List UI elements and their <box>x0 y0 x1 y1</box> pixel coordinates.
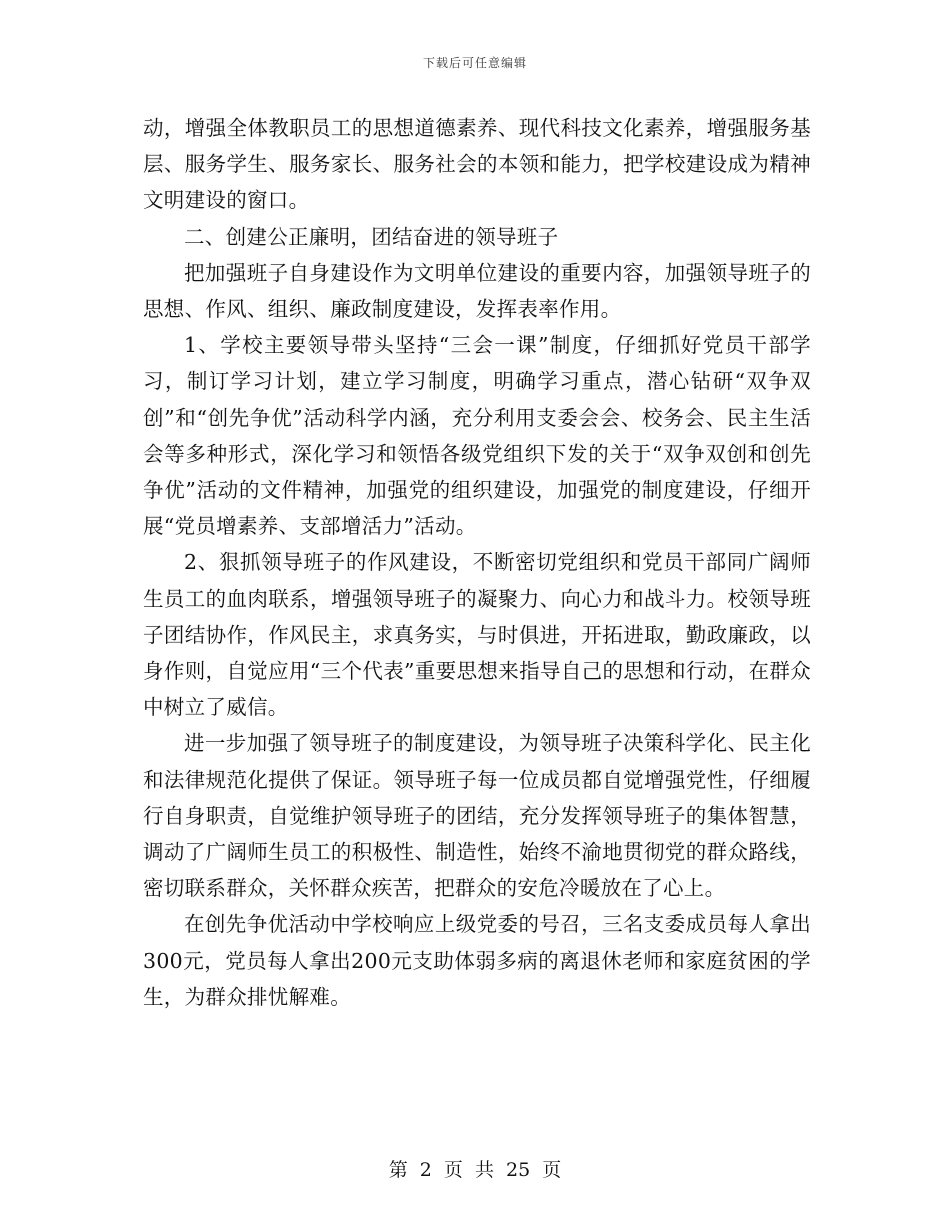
paragraph-continuation: 动，增强全体教职员工的思想道德素养、现代科技文化素养，增强服务基层、服务学生、服务家长、服务社会的本领和能力，把学校建设成为精神文明建设的窗口。 <box>143 116 811 213</box>
section-heading: 二、创建公正廉明，团结奋进的领导班子 <box>184 224 559 249</box>
paragraph-intro: 把加强班子自身建设作为文明单位建设的重要内容，加强领导班子的思想、作风、组织、廉政制度建设，发挥表率作用。 <box>143 260 811 322</box>
header-note: 下载后可任意编辑 <box>422 56 527 70</box>
paragraph-donation: 在创先争优活动中学校响应上级党委的号召，三名支委成员每人拿出300元，党员每人拿出200元支助体弱多病的离退休老师和家庭贫困的学生，为群众排忧解难。 <box>143 912 811 1009</box>
page-number-footer: 第 2 页 共 25 页 <box>388 1159 562 1181</box>
paragraph-item-2: 2、狠抓领导班子的作风建设，不断密切党组织和党员干部同广阔师生员工的血肉联系，增强领导班子的凝聚力、向心力和战斗力。校领导班子团结协作，作风民主，求真务实，与时俱进，开拓进取，勤政廉政，以身作则，自觉应用“三个代表”重要思想来指导自己的思想和行动，在群众中树立了威信。 <box>143 550 811 720</box>
document-body <box>143 110 811 1015</box>
paragraph-item-1: 1、学校主要领导带头坚持“三会一课”制度，仔细抓好党员干部学习，制订学习计划，建立学习制度，明确学习重点，潜心钻研“双争双创”和“创先争优”活动科学内涵，充分利用支委会会、校务会、民主生活会等多种形式，深化学习和领悟各级党组织下发的关于“双争双创和创先争优”活动的文件精神，加强党的组织建设，加强党的制度建设，仔细开展“党员增素养、支部增活力”活动。 <box>143 333 811 539</box>
paragraph-system-building: 进一步加强了领导班子的制度建设，为领导班子决策科学化、民主化和法律规范化提供了保证。领导班子每一位成员都自觉增强党性，仔细履行自身职责，自觉维护领导班子的团结，充分发挥领导班子的集体智慧，调动了广阔师生员工的积极性、制造性，始终不渝地贯彻党的群众路线，密切联系群众，关怀群众疾苦，把群众的安危冷暖放在了心上。 <box>143 731 811 901</box>
